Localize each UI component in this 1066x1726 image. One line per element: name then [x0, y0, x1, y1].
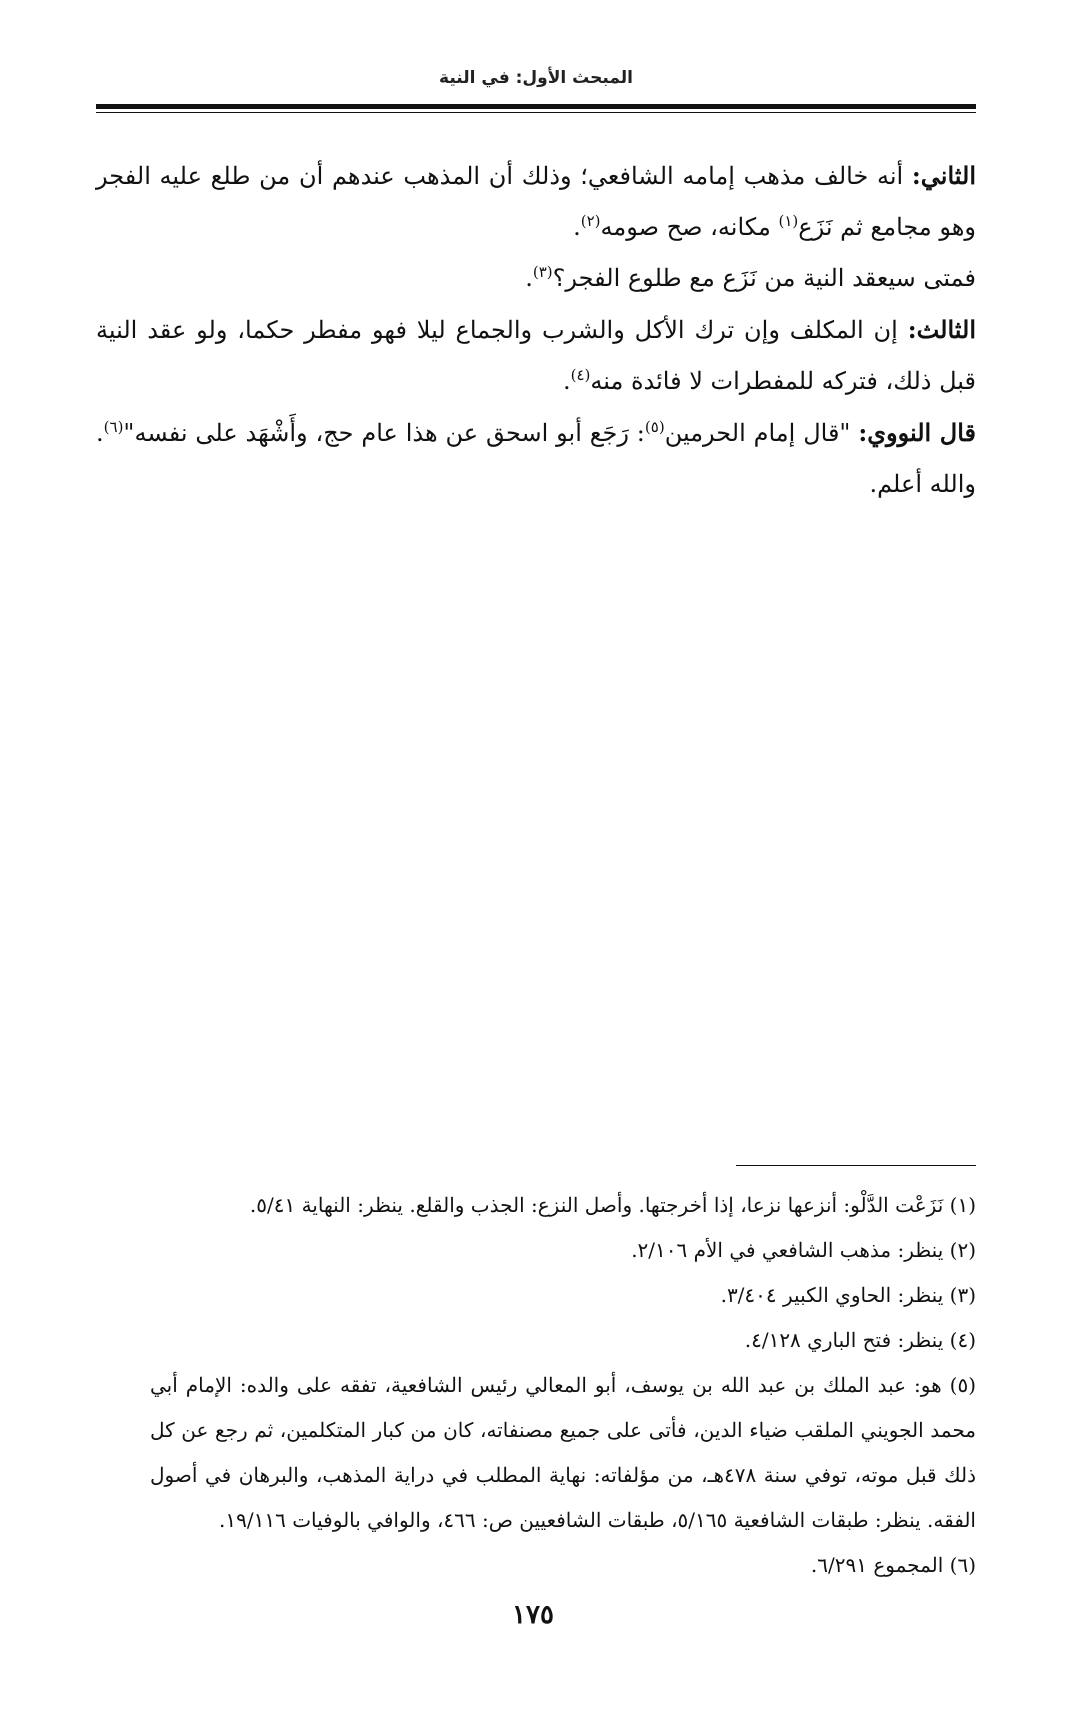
footnote-separator [736, 1165, 976, 1166]
paragraph-lead: الثاني: [911, 161, 976, 190]
footnote-ref: (٤) [570, 366, 591, 384]
paragraph-nawawi [96, 407, 976, 510]
paragraph-third [96, 304, 976, 407]
paragraph-text: . [573, 213, 581, 241]
footnote-2: (٢) ينظر: مذهب الشافعي في الأم ٢/١٠٦. [631, 1238, 976, 1262]
paragraph-text: : رَجَع أبو اسحق عن هذا عام حج، وأَشْهَد على نفسه" [123, 419, 645, 447]
footnote-ref: (٥) [644, 418, 665, 436]
footnote-ref: (١) [778, 212, 799, 230]
paragraph-question [96, 253, 976, 304]
paragraph-text: . [562, 367, 571, 395]
footnote-ref: (٣) [532, 263, 553, 281]
footnotes [150, 1183, 976, 1588]
paragraph-text: . [525, 264, 533, 292]
footnote-ref: (٦) [103, 418, 124, 436]
paragraph-lead: الثالث: [907, 315, 976, 344]
footnote-3: (٣) ينظر: الحاوي الكبير ٣/٤٠٤. [720, 1283, 976, 1307]
paragraph-text: فمتى سيعقد النية من نَزَع مع طلوع الفجر؟ [552, 264, 976, 292]
footnote-1: (١) نَزَعْت الدَّلْو: أنزعها نزعا، إذا أخرجتها. وأصل النزع: الجذب والقلع. ينظر: النهاية ٥/٤١. [249, 1193, 976, 1217]
header-rule-thick [96, 104, 976, 109]
paragraph-text: مكانه، صح صومه [600, 213, 779, 241]
paragraph-text: إن المكلف وإن ترك الأكل والشرب والجماع ليلا فهو مفطر حكما، ولو عقد النية قبل ذلك، فتركه للمفطرات لا فائدة منه [96, 316, 976, 395]
footnote-5: (٥) هو: عبد الملك بن عبد الله بن يوسف، أبو المعالي رئيس الشافعية، تفقه على والده: الإمام أبي محمد الجويني الملقب ضياء الدين، فأتى على جميع مصنفاته، كان من كبار المتكلمين، ثم رجع عن كل ذلك قبل موته، توفي سنة ٤٧٨هـ، من مؤلفاته: نهاية المطلب في دراية المذهب، والبرهان في أصول الفقه. ينظر: طبقات الشافعية ٥/١٦٥، طبقات الشافعيين ص: ٤٦٦، والوافي بالوفيات ١٩/١١٦. [150, 1373, 976, 1532]
footnote-ref: (٢) [580, 212, 601, 230]
running-header: المبحث الأول: في النية [439, 68, 633, 88]
footnote-6: (٦) المجموع ٦/٢٩١. [810, 1553, 976, 1577]
header-rule-thin [96, 112, 976, 113]
footnote-4: (٤) ينظر: فتح الباري ٤/١٢٨. [744, 1328, 976, 1352]
paragraph-text: "قال إمام الحرمين [664, 419, 859, 447]
main-text [96, 150, 976, 510]
paragraph-lead: قال النووي: [858, 418, 976, 447]
paragraph-text: . والله أعلم. [96, 419, 976, 498]
paragraph-second [96, 150, 976, 253]
paragraph-text: أنه خالف مذهب إمامه الشافعي؛ وذلك أن المذهب عندهم أن من طلع عليه الفجر وهو مجامع ثم نَزَع [96, 162, 976, 241]
page-number: ١٧٥ [512, 1600, 554, 1630]
